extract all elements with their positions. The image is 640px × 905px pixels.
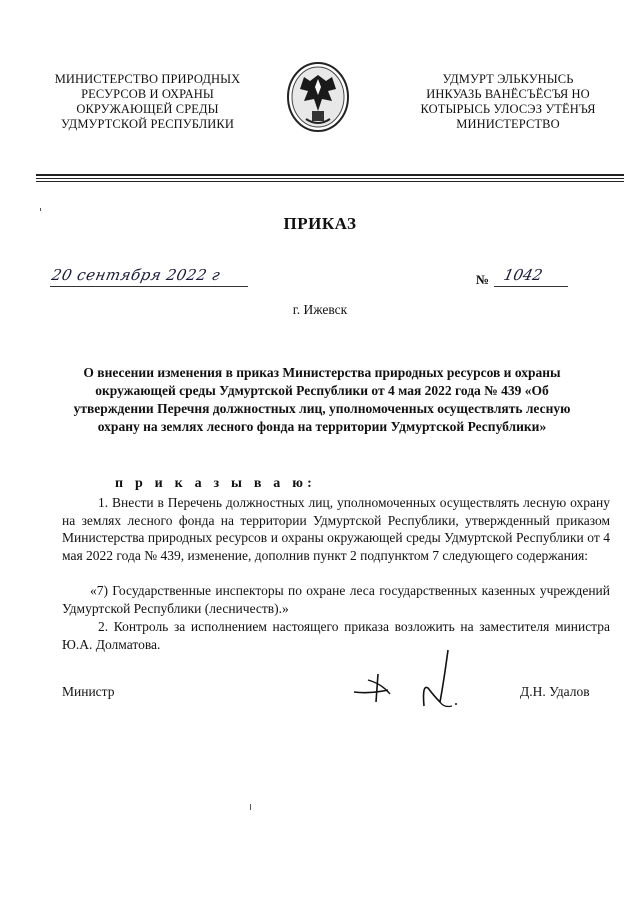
- document-subject: О внесении изменения в приказ Министерства природных ресурсов и охраны окружающей среды Удмуртской Республики от 4 мая 2022 года № 439 «Об утверждении Перечня должностных лиц, уполномоченных осуществлять лесную охрану на землях лесного фонда на территории Удмуртской Республики»: [73, 365, 571, 434]
- ministry-name-line: УДМУРТ ЭЛЬКУНЫСЬ: [442, 72, 574, 86]
- handwritten-number: 1042: [502, 266, 545, 284]
- ministry-name-line: МИНИСТЕРСТВО: [456, 117, 560, 131]
- order-word: п р и к а з ы в а ю:: [115, 476, 316, 491]
- ministry-name-line: МИНИСТЕРСТВО ПРИРОДНЫХ: [54, 72, 241, 86]
- ministry-name-line: РЕСУРСОВ И ОХРАНЫ: [81, 87, 214, 101]
- date-underline: [50, 286, 248, 287]
- ministry-name-udmurt: [402, 72, 614, 132]
- city: г. Ижевск: [292, 302, 348, 317]
- document-title: ПРИКАЗ: [283, 214, 357, 233]
- ministry-name-russian: [40, 72, 255, 132]
- paragraph-1: 1. Внести в Перечень должностных лиц, уполномоченных осуществлять лесную охрану на землях лесного фонда на территории Удмуртской Республики, утвержденный приказом Министерства природных ресурсов и охраны окружающей среды Удмуртской Республики от 4 мая 2022 года № 439, изменение, дополнив пункт 2 подпунктом 7 следующего содержания:: [62, 495, 610, 563]
- ministry-name-line: КОТЫРЫСЬ УЛОСЭЗ УТЁНЪЯ: [420, 102, 596, 116]
- signatory-position: Министр: [62, 684, 115, 699]
- scan-speck: [250, 804, 251, 810]
- ministry-name-line: ОКРУЖАЮЩЕЙ СРЕДЫ: [76, 102, 219, 116]
- coat-of-arms-icon: [286, 61, 350, 133]
- number-label: №: [476, 272, 490, 287]
- paragraph-2: «7) Государственные инспекторы по охране леса государственных казенных учреждений Удмуртской Республики (лесничеств).»: [62, 583, 610, 616]
- signatory-name: Д.Н. Удалов: [520, 684, 590, 699]
- paragraph-3: 2. Контроль за исполнением настоящего приказа возложить на заместителя министра Ю.А. Долматова.: [62, 619, 610, 652]
- scan-speck: [40, 208, 41, 211]
- header-rule: [36, 181, 624, 182]
- handwritten-signature: [348, 640, 468, 720]
- number-underline: [494, 286, 568, 287]
- header-rule: [36, 174, 624, 176]
- ministry-name-line: ИНКУАЗЬ ВАНЁСЪЁСЪЯ НО: [426, 87, 590, 101]
- ministry-name-line: УДМУРТСКОЙ РЕСПУБЛИКИ: [61, 117, 234, 131]
- header-rule: [36, 178, 624, 179]
- handwritten-date: 20 сентября 2022 г: [50, 266, 223, 284]
